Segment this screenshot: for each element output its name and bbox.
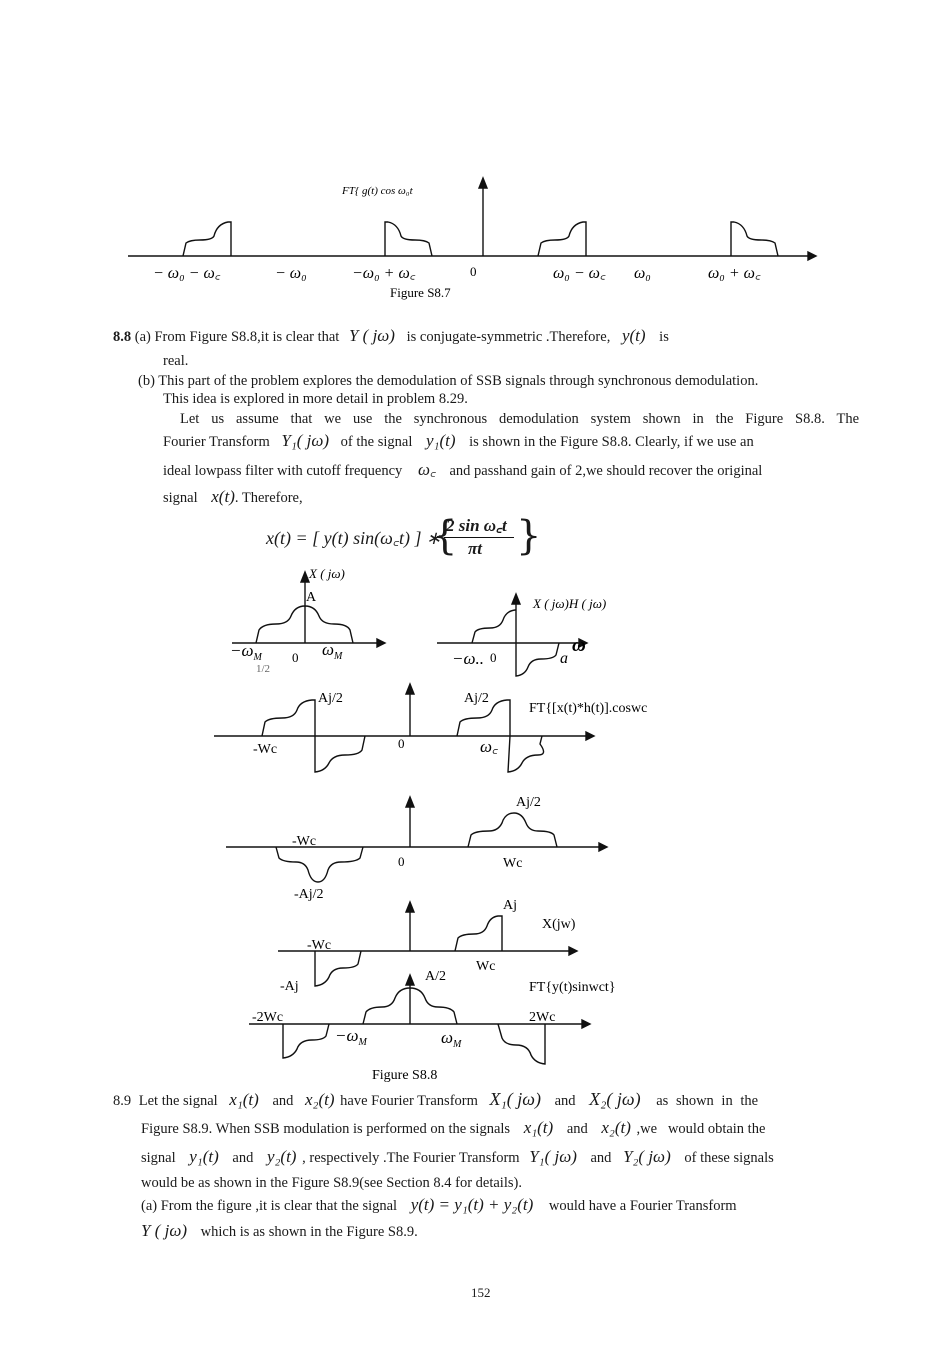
p6-2wc: 2Wc — [529, 1010, 556, 1025]
s88-a-part1: (a) From Figure S8.8,it is clear that — [134, 329, 340, 345]
s88-a-part2: is conjugate-symmetric .Therefore, — [406, 329, 611, 345]
eq-brace-left: { — [432, 513, 458, 559]
s89-y2t: y₂(t) — [266, 1147, 297, 1166]
p2-spectrum-pos — [472, 610, 516, 643]
p6-impulse-arrow — [406, 975, 414, 985]
s89-eqy: y(t) = y₁(t) + y₂(t) — [410, 1195, 534, 1214]
p1-neg-wm-main: −ω — [230, 641, 254, 660]
s89-x2t: x₂(t) — [305, 1090, 335, 1109]
eq-denominator: πt — [468, 539, 483, 558]
p3-spectrum-left-neg — [315, 736, 365, 772]
p5-neg-wc: -Wc — [307, 938, 332, 953]
s88-number: 8.8 — [113, 329, 132, 345]
s88-p-xt: x(t) — [211, 487, 235, 506]
s89-X1: X₁( jω) — [489, 1089, 541, 1109]
p2-ylabel: X ( jω)H ( jω) — [533, 596, 607, 611]
s88-p-line4a: signal — [163, 490, 198, 506]
p5-x-arrow — [569, 947, 577, 955]
fig87-tick-7: ω₀ + ω꜀ — [708, 265, 761, 282]
p6-neg-wm — [335, 1026, 367, 1048]
s89-l1c: as shown in the — [656, 1093, 759, 1109]
s88-Yjw: Y ( jω) — [348, 326, 395, 345]
p5-wc: Wc — [476, 959, 496, 974]
s89-l3c: of these signals — [684, 1150, 774, 1166]
s88-p-line2 — [163, 432, 754, 451]
fig87-spectrum-1 — [183, 222, 231, 256]
p2-neg-label: −ω.. — [452, 649, 484, 668]
s89-x1t-b: x₁(t) — [523, 1118, 554, 1137]
s89-line2 — [141, 1119, 765, 1138]
fig88-caption: Figure S8.8 — [372, 1068, 438, 1083]
eq-numerator: 2 sin ω꜀t — [446, 516, 507, 535]
s89-and2: and — [554, 1093, 576, 1109]
fig87-tick-4: 0 — [470, 264, 477, 279]
fig87-spectrum-3 — [538, 222, 586, 256]
p4-x-arrow — [599, 843, 607, 851]
p1-y-arrow — [301, 572, 309, 582]
s88-b-line1: (b) This part of the problem explores the demodulation of SSB signals through synchronous demodulation. — [138, 373, 759, 389]
fig87-tick-3: −ω₀ + ω꜀ — [352, 265, 416, 282]
figure-s8-7 — [0, 0, 950, 310]
p2-y-arrow — [512, 594, 520, 604]
s88-equation — [266, 512, 546, 564]
p6-neg-wm-sub: M — [358, 1037, 367, 1048]
s89-line6 — [141, 1222, 418, 1241]
p2-axis-label: ω — [572, 635, 586, 656]
fig87-ylabel: FT{ g(t) cos ω₀t — [342, 185, 413, 197]
s89-line1 — [113, 1090, 758, 1110]
p1-zero: 0 — [292, 650, 299, 665]
s88-p-Y1: Y₁( jω) — [281, 431, 330, 450]
eq-left: x(t) = [ y(t) sin(ω꜀t) ] ∗ — [266, 528, 442, 548]
s89-l5a: (a) From the figure ,it is clear that the signal — [141, 1198, 398, 1214]
p3-spectrum-left-pos — [262, 700, 315, 736]
p6-title: FT{y(t)sinwct} — [529, 980, 616, 995]
s88-p-line4b: . Therefore, — [234, 490, 303, 506]
p5-spectrum-neg — [315, 951, 361, 986]
s89-and3: and — [566, 1121, 588, 1137]
s88-p-wc: ω꜀ — [417, 460, 436, 479]
s89-y1t: y₁(t) — [189, 1147, 219, 1166]
s88-p-line1 — [180, 410, 859, 428]
p5-neg-aj: -Aj — [280, 979, 299, 994]
p6-wm — [441, 1028, 462, 1050]
p5-spectrum-pos — [455, 916, 502, 951]
s89-line3 — [141, 1148, 774, 1167]
p1-neg-wm-sub: M — [253, 652, 262, 663]
s89-l2b: ,we would obtain the — [636, 1121, 766, 1137]
s89-l3b: , respectively .The Fourier Transform — [302, 1150, 520, 1166]
s89-line4: would be as shown in the Figure S8.9(see Section 8.4 for details). — [141, 1175, 522, 1191]
s89-and5: and — [590, 1150, 612, 1166]
p4-neg-wc: -Wc — [292, 834, 317, 849]
p1-x-arrow — [377, 639, 385, 647]
s88-p-line3b: and passhand gain of 2,we should recover the original — [449, 463, 763, 479]
p3-wc: ω꜀ — [480, 737, 498, 756]
p3-impulse-arrow — [406, 684, 414, 694]
p6-spectrum-right — [498, 1024, 545, 1064]
p1-neg-wm — [230, 641, 262, 663]
p2-pos-label: a — [560, 650, 568, 667]
p3-title: FT{[x(t)*h(t)].coswc — [529, 701, 648, 716]
s89-Yjw2: Y ( jω) — [141, 1221, 188, 1240]
s88-b-line2: This idea is explored in more detail in problem 8.29. — [163, 391, 468, 407]
fig87-caption: Figure S8.7 — [390, 285, 451, 300]
p3-label-2: Aj/2 — [464, 691, 489, 706]
fig87-x-arrow — [808, 252, 816, 260]
s89-l5b: would have a Fourier Transform — [548, 1198, 737, 1214]
fig87-tick-1: − ω₀ − ω꜀ — [153, 265, 221, 282]
p3-label-1: Aj/2 — [318, 691, 343, 706]
s89-x2t-b: x₂(t) — [601, 1118, 631, 1137]
fig87-y-arrow — [479, 178, 487, 188]
p5-xjw: X(jw) — [542, 917, 576, 932]
p3-neg-wc: -Wc — [253, 742, 278, 757]
p4-wc: Wc — [503, 856, 523, 871]
p6-wm-sub: M — [453, 1039, 462, 1050]
p4-zero: 0 — [398, 854, 405, 869]
page-number: 152 — [471, 1285, 491, 1300]
fig87-tick-6: ω₀ — [634, 265, 651, 282]
s89-and4: and — [232, 1150, 254, 1166]
s89-l6: which is as shown in the Figure S8.9. — [200, 1224, 418, 1240]
p3-zero: 0 — [398, 736, 405, 751]
fig87-spectrum-2 — [385, 222, 432, 256]
p5-aj: Aj — [503, 898, 517, 913]
s88-p-line2a: Fourier Transform — [163, 434, 270, 450]
s89-and1: and — [272, 1093, 294, 1109]
s88-p-line1-text: Let us assume that we use the synchronous demodulation system shown in the Figure S8.8. The — [180, 411, 859, 427]
s89-l1b: have Fourier Transform — [340, 1093, 478, 1109]
s89-l2a: Figure S8.9. When SSB modulation is performed on the signals — [141, 1121, 511, 1137]
s88-p-line4 — [163, 488, 303, 507]
p6-spectrum-left — [283, 1024, 329, 1058]
p4-impulse-arrow — [406, 797, 414, 807]
s89-l3a: signal — [141, 1150, 176, 1166]
p1-ylabel: X ( jω) — [309, 566, 345, 581]
s89-l1a: Let the signal — [138, 1093, 218, 1109]
p1-pos-wm-sub: M — [334, 651, 343, 662]
s89-Y1: Y₁( jω) — [529, 1147, 577, 1166]
p6-neg-wm-main: −ω — [335, 1026, 359, 1045]
p4-bottom-label: -Aj/2 — [294, 887, 324, 902]
p6-neg-2wc: -2Wc — [252, 1010, 284, 1025]
s89-number: 8.9 — [113, 1093, 132, 1109]
s89-line5 — [141, 1196, 737, 1215]
p1-pos-wm-main: ω — [322, 640, 335, 659]
p3-spectrum-right-neg — [508, 736, 544, 772]
s88-p-line3a: ideal lowpass filter with cutoff frequency — [163, 463, 403, 479]
figure-s8-8 — [0, 560, 950, 1085]
s88-p-line2c: is shown in the Figure S8.8. Clearly, if we use an — [469, 434, 754, 450]
p5-impulse-arrow — [406, 902, 414, 912]
p6-wm-main: ω — [441, 1028, 454, 1047]
p6-a2: A/2 — [425, 969, 446, 984]
eq-fraction-bar — [444, 537, 514, 538]
p1-fragment: 1/2 — [256, 663, 271, 675]
fig87-spectrum-4 — [731, 222, 778, 256]
s89-x1t: x₁(t) — [229, 1090, 259, 1109]
s88-line1 — [113, 327, 669, 346]
s88-a-part3: is — [659, 329, 669, 345]
p6-x-arrow — [582, 1020, 590, 1028]
p4-spectrum-neg — [276, 847, 363, 882]
s88-line2: real. — [163, 353, 189, 369]
fig87-tick-2: − ω₀ — [275, 265, 307, 282]
s88-p-line2b: of the signal — [340, 434, 413, 450]
s88-yt: y(t) — [621, 326, 646, 345]
fig87-tick-5: ω₀ − ω꜀ — [553, 265, 606, 282]
p2-spectrum-neg — [516, 643, 559, 676]
s88-p-line3 — [163, 461, 762, 480]
eq-brace-right: } — [516, 513, 542, 559]
s88-p-y1: y₁(t) — [425, 431, 456, 450]
p4-top-label: Aj/2 — [516, 795, 541, 810]
p3-x-arrow — [586, 732, 594, 740]
p2-zero: 0 — [490, 650, 497, 665]
s89-X2: X₂( jω) — [589, 1089, 641, 1109]
s89-Y2: Y₂( jω) — [623, 1147, 671, 1166]
p1-A: A — [306, 590, 317, 605]
p4-spectrum-pos — [468, 813, 557, 847]
